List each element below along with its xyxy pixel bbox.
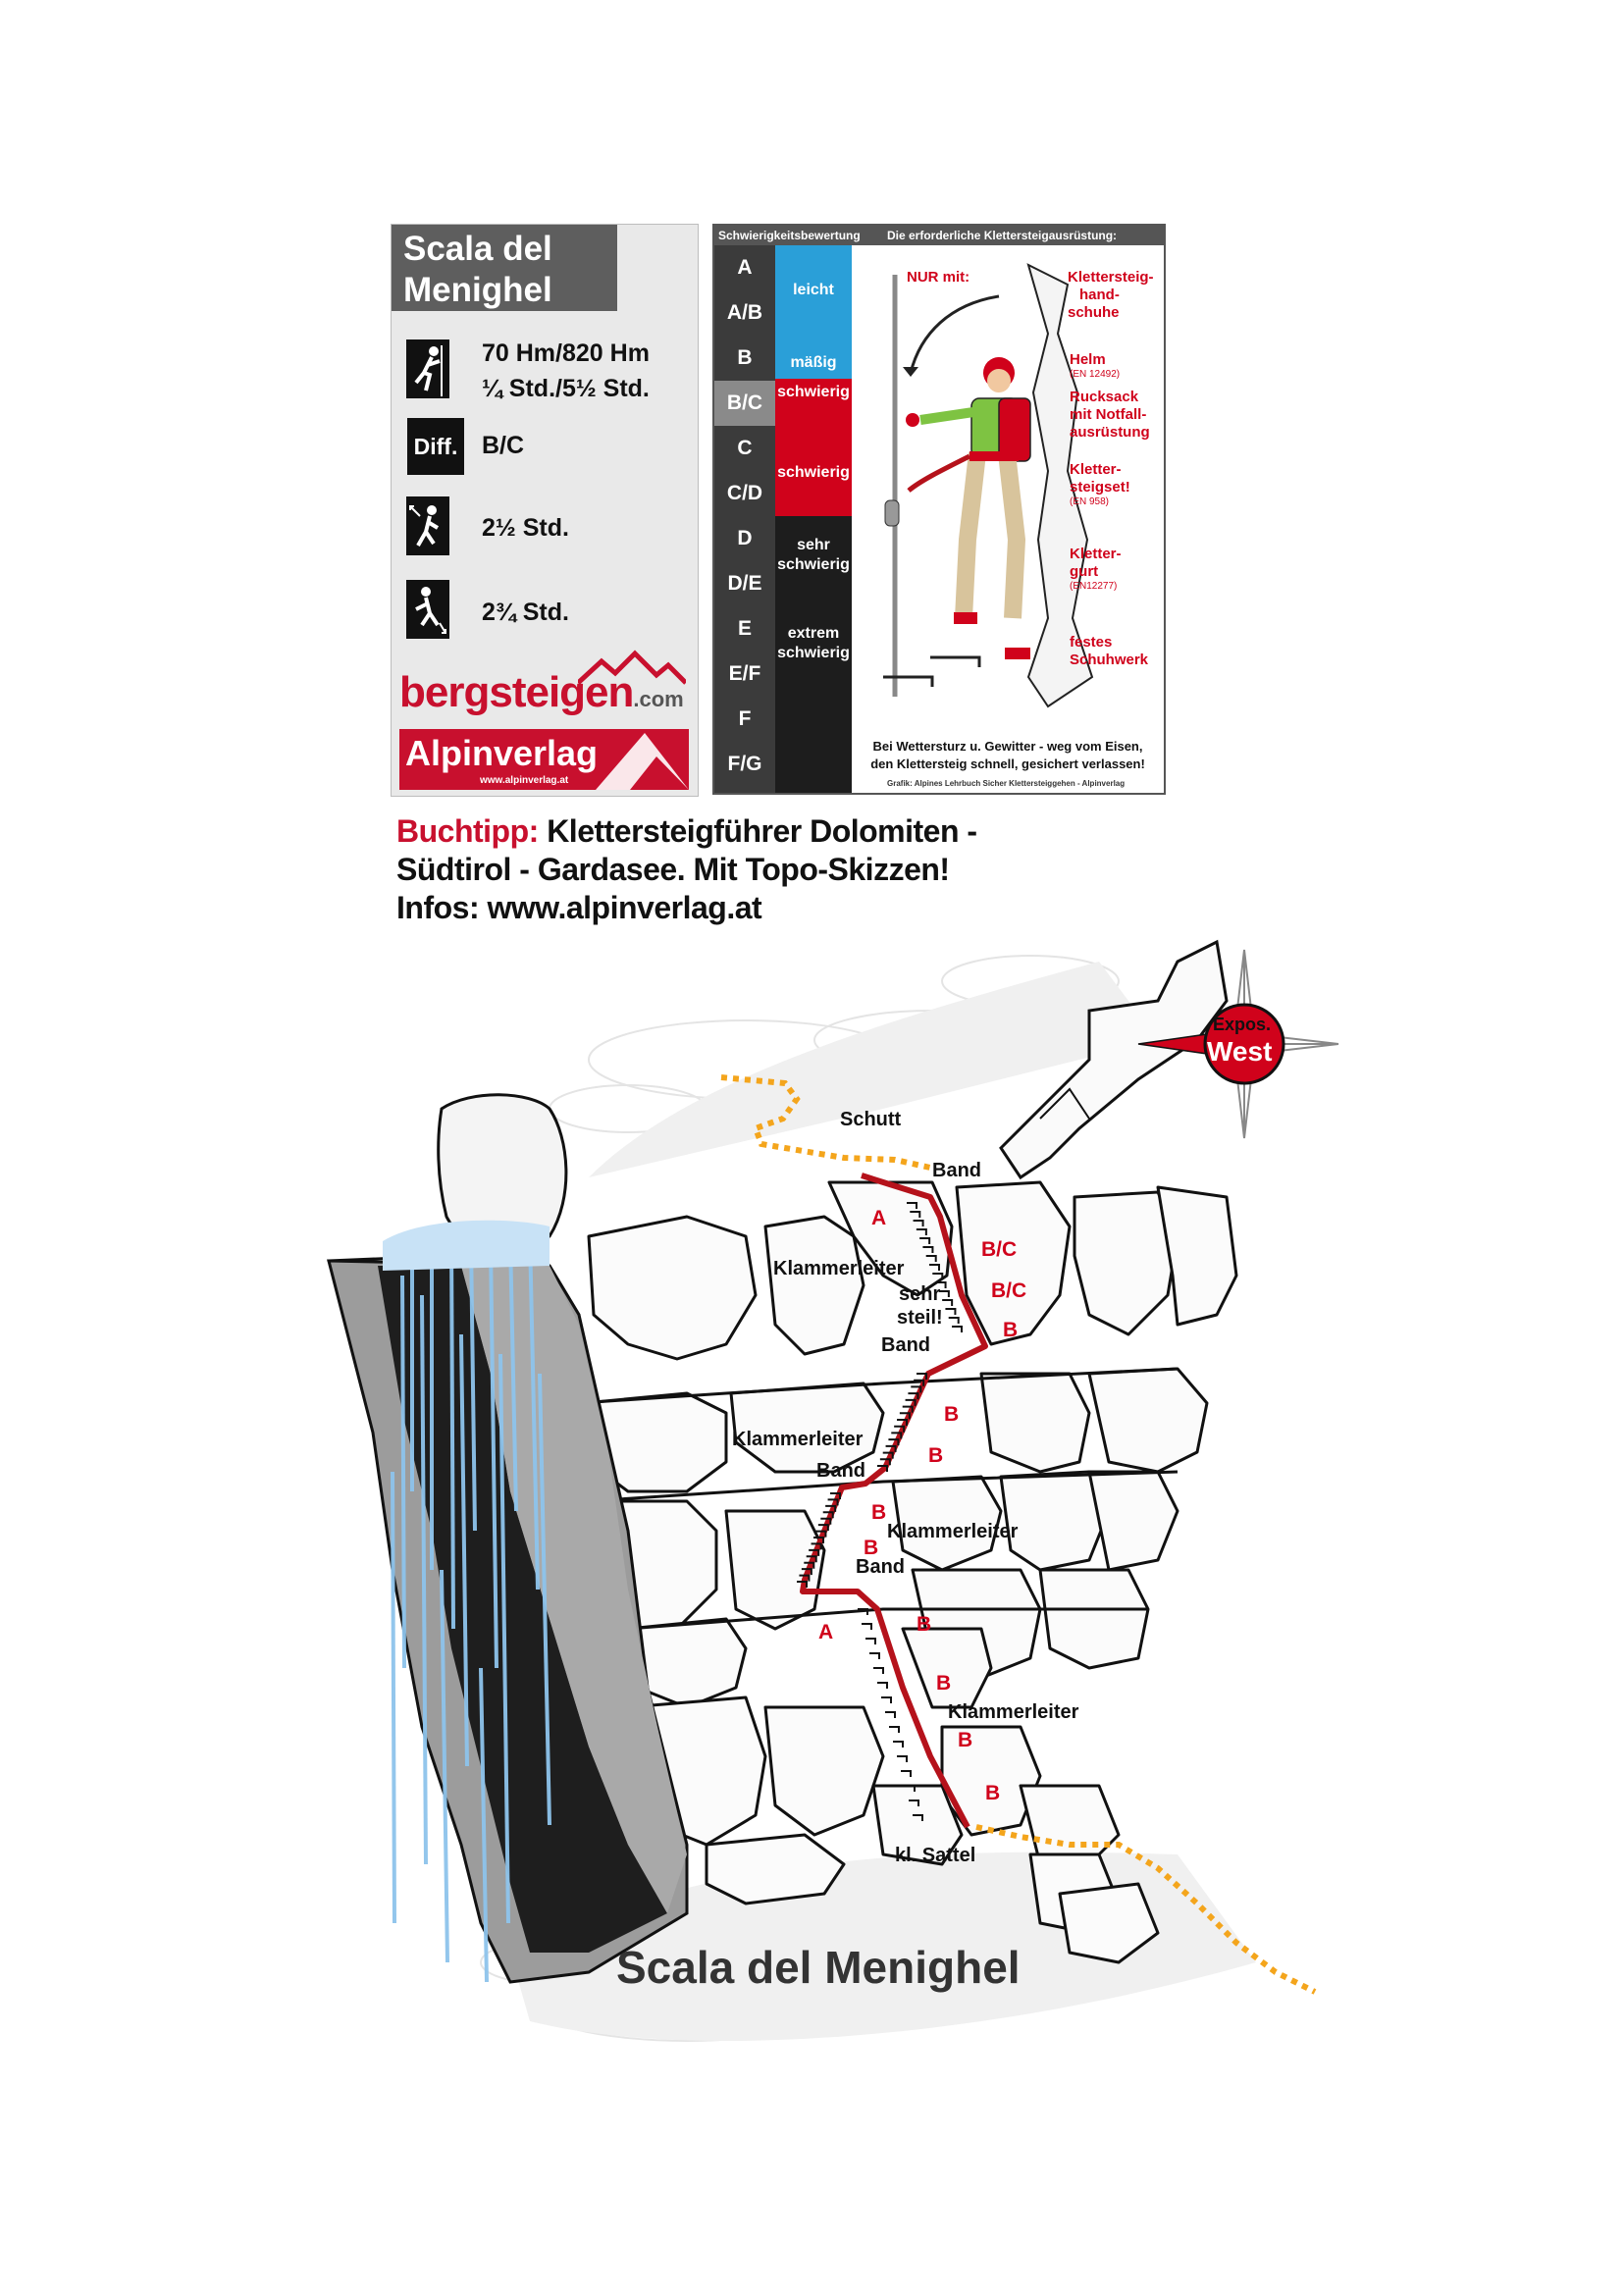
equipment-set-2: steigset! [1070, 479, 1130, 496]
ladder-rung [869, 1653, 879, 1659]
grade-a: A [737, 256, 753, 279]
book-tip-line-1: Klettersteigführer Dolomiten - [538, 813, 977, 849]
label-steil: steil! [897, 1307, 943, 1329]
equipment-schuh-1: festes [1070, 634, 1113, 651]
alpinverlag-url: www.alpinverlag.at [480, 775, 569, 786]
band-extrem-label-2: schwierig [777, 645, 850, 661]
label-kl-sattel: kl. Sattel [895, 1845, 976, 1866]
grade-b-8: B [958, 1729, 973, 1751]
label-sehr: sehr [899, 1283, 941, 1305]
book-tip-line-2: Südtirol - Gardasee. Mit Topo-Skizzen! [396, 852, 950, 887]
topo-title: Scala del Menighel [616, 1942, 1021, 1993]
alpinverlag-wordmark: Alpinverlag [405, 733, 599, 773]
scale-header-right: Die erforderliche Klettersteigausrüstung: [887, 229, 1118, 242]
grade-d: D [737, 527, 753, 549]
bergsteigen-wordmark: bergsteigen [399, 668, 634, 716]
ladder-rung [897, 1756, 907, 1762]
equipment-helm: Helm [1070, 351, 1106, 368]
equipment-gurt-norm: (EN12277) [1070, 581, 1118, 592]
ladder-rung [942, 1300, 952, 1306]
band-maessig-label: mäßig [790, 354, 837, 371]
ladder-rung [952, 1327, 962, 1332]
label-klammerleiter-3: Klammerleiter [887, 1521, 1019, 1542]
label-band-3: Band [816, 1460, 865, 1482]
equipment-helm-norm: (EN 12492) [1070, 369, 1121, 380]
ladder-rung [865, 1639, 875, 1644]
grade-c-d: C/D [726, 482, 763, 504]
graphic-credit: Grafik: Alpines Lehrbuch Sicher Klettersteiggehen - Alpinverlag [887, 779, 1126, 788]
equipment-schuh-2: Schuhwerk [1070, 652, 1149, 668]
ladder-rung [862, 1624, 871, 1630]
scale-header-left: Schwierigkeitsbewertung [718, 229, 861, 242]
compass-west-label: West [1207, 1036, 1273, 1067]
grade-b-3: B [928, 1444, 944, 1467]
grade-f-g: F/G [727, 753, 762, 775]
book-tip-prefix: Buchtipp: [396, 813, 539, 849]
waterfall-foam [383, 1221, 550, 1271]
grade-a-upper: A [871, 1207, 887, 1229]
equipment-rucksack-2: mit Notfall- [1070, 406, 1147, 423]
ladder-rung [901, 1771, 911, 1777]
grade-bc-1: B/C [981, 1238, 1018, 1261]
band-schwierig-label-2: schwierig [777, 464, 850, 481]
grade-b-1: B [1003, 1319, 1019, 1341]
grade-e: E [737, 617, 752, 640]
ladder-rung [893, 1742, 903, 1747]
grade-a-b: A/B [726, 301, 763, 324]
ladder-rung [873, 1668, 883, 1674]
grade-b-5: B [864, 1537, 879, 1559]
band-sehr-label-1: sehr [797, 537, 830, 553]
grade-b-6: B [917, 1613, 932, 1636]
band-extrem-label-1: extrem [787, 625, 840, 642]
ladder-rung [885, 1712, 895, 1718]
nur-mit-label: NUR mit: [907, 269, 970, 286]
ladder-rung [881, 1697, 891, 1703]
equipment-handschuhe-1: Klettersteig- [1068, 269, 1154, 286]
band-schwierig-label-1: schwierig [777, 384, 850, 400]
grade-bc-2: B/C [991, 1279, 1027, 1302]
label-klammerleiter-4: Klammerleiter [948, 1701, 1079, 1723]
equipment-handschuhe-2: hand- [1079, 287, 1120, 303]
bergsteigen-suffix: .com [633, 687, 684, 711]
approach-time: 2½ Std. [482, 514, 569, 542]
grade-b-c: B/C [714, 381, 775, 426]
label-schutt: Schutt [840, 1109, 902, 1130]
route-title: Scala del Menighel [392, 225, 617, 311]
label-band-top: Band [932, 1160, 981, 1181]
ladder-rung [889, 1727, 899, 1733]
book-tip-line-3: Infos: www.alpinverlag.at [396, 890, 762, 925]
difficulty-value: B/C [482, 432, 525, 459]
equipment-set-1: Kletter- [1070, 461, 1122, 478]
time-value: ¼ Std./5½ Std. [482, 375, 650, 402]
difficulty-badge: Diff. [407, 418, 464, 475]
equipment-gurt-1: Kletter- [1070, 546, 1122, 562]
ladder-rung [939, 1291, 949, 1297]
grade-e-f: E/F [728, 662, 761, 685]
ladder-rung [949, 1318, 959, 1324]
label-klammerleiter-1: Klammerleiter [773, 1258, 905, 1279]
grade-b-2: B [944, 1403, 960, 1426]
grade-b-4: B [871, 1501, 887, 1524]
descent-time: 2¾ Std. [482, 599, 569, 626]
grade-a-lower: A [818, 1621, 834, 1643]
grade-c: C [737, 437, 753, 459]
band-leicht-label: leicht [793, 282, 834, 298]
equipment-rucksack-1: Rucksack [1070, 389, 1139, 405]
grade-f: F [738, 707, 752, 730]
label-band-4: Band [856, 1556, 905, 1578]
ladder-rung [945, 1309, 955, 1315]
grade-b: B [737, 346, 753, 369]
band-sehr-label-2: schwierig [777, 556, 850, 573]
label-band-2: Band [881, 1334, 930, 1356]
equipment-gurt-2: gurt [1070, 563, 1099, 580]
grade-b-7: B [936, 1672, 952, 1695]
weather-warning-line-1: Bei Wettersturz u. Gewitter - weg vom Eisen, [872, 739, 1143, 754]
label-klammerleiter-2: Klammerleiter [732, 1429, 864, 1450]
elevation-value: 70 Hm/820 Hm [482, 339, 650, 367]
compass-expos-label: Expos. [1213, 1015, 1272, 1034]
equipment-set-norm: (EN 958) [1070, 496, 1110, 507]
weather-warning-line-2: den Klettersteig schnell, gesichert verlassen! [870, 756, 1145, 771]
equipment-rucksack-3: ausrüstung [1070, 424, 1150, 441]
equipment-handschuhe-3: schuhe [1068, 304, 1120, 321]
grade-b-9: B [985, 1782, 1001, 1804]
grade-d-e: D/E [727, 572, 762, 595]
ladder-rung [877, 1683, 887, 1689]
